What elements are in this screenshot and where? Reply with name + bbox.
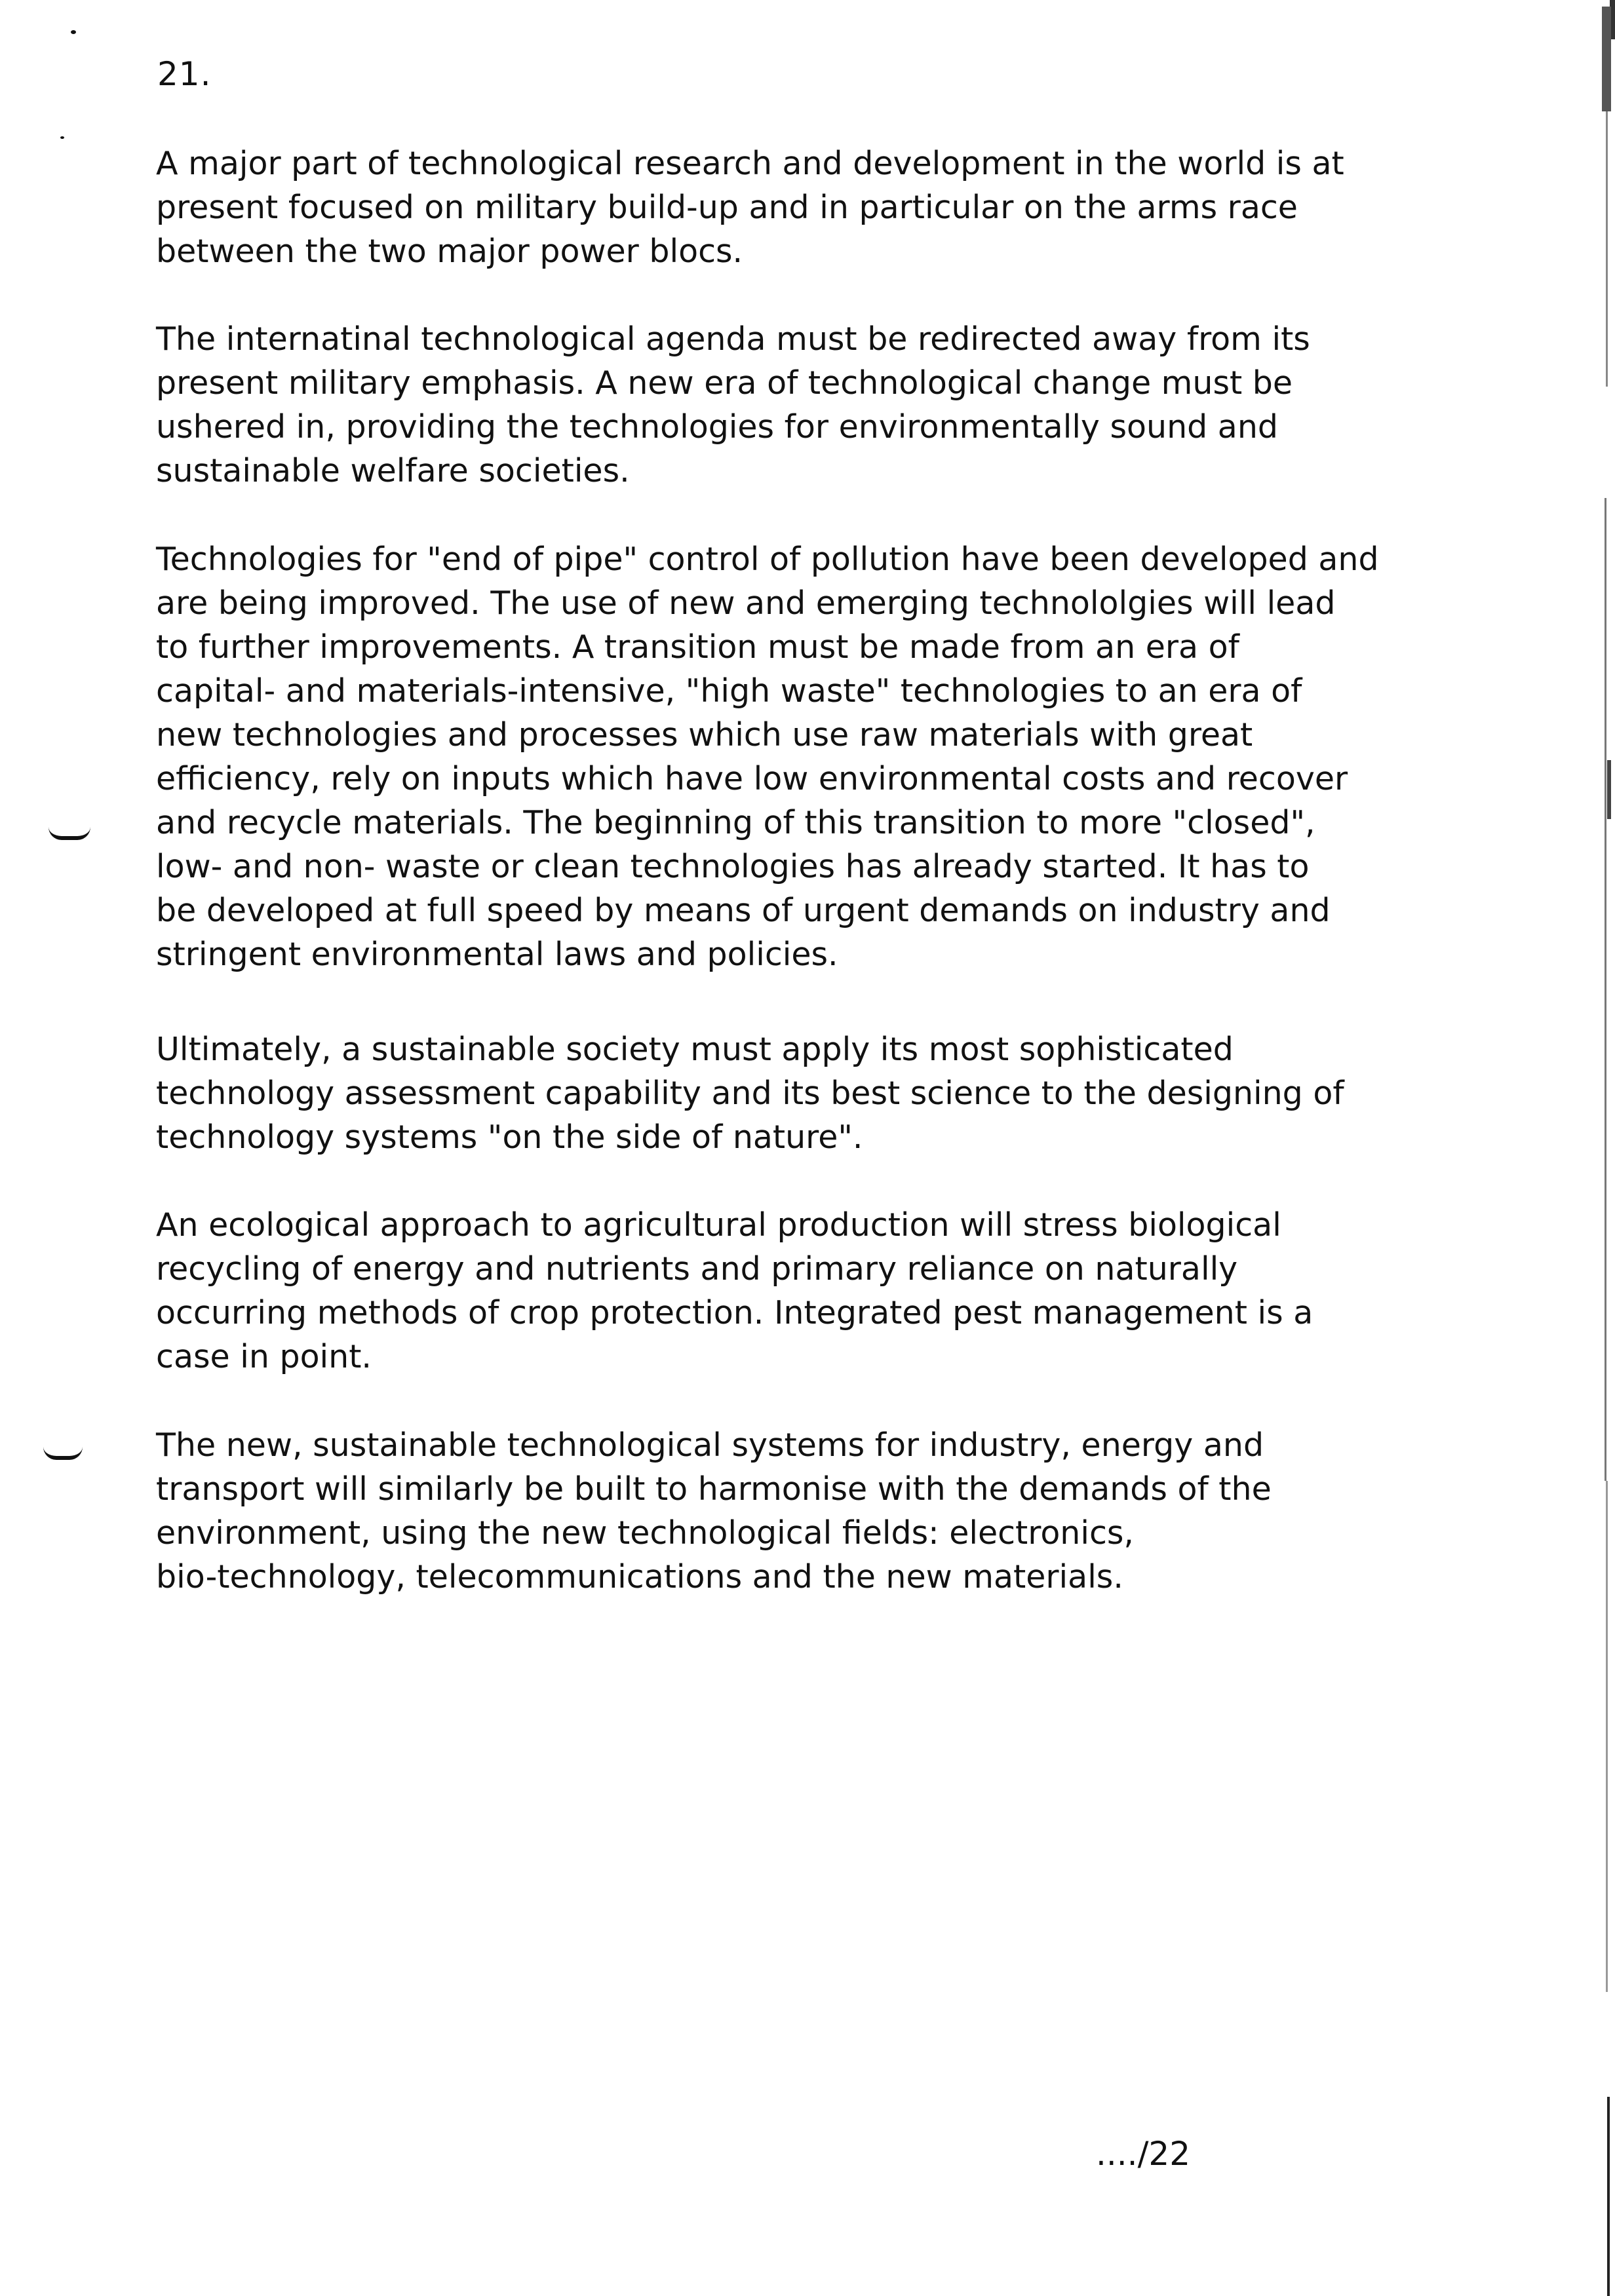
paragraph-line: recycling of energy and nutrients and primary reliance on naturally xyxy=(156,1250,1238,1288)
paragraph-line: stringent environmental laws and policies. xyxy=(156,936,838,973)
paragraph-line: sustainable welfare societies. xyxy=(156,452,630,489)
paragraph-line: new technologies and processes which use raw materials with great xyxy=(156,716,1253,754)
paragraph-line: occurring methods of crop protection. Integrated pest management is a xyxy=(156,1294,1313,1331)
scan-speck xyxy=(60,136,64,139)
paragraph-line: A major part of technological research and development in the world is at xyxy=(156,145,1344,182)
paragraph-line: environment, using the new technological fields: electronics, xyxy=(156,1514,1135,1552)
paragraph-3 xyxy=(156,537,1379,976)
paragraph-line: technology systems "on the side of nature". xyxy=(156,1119,863,1156)
paragraph-line: to further improvements. A transition must be made from an era of xyxy=(156,628,1239,666)
paragraph-6 xyxy=(156,1423,1349,1599)
margin-mark xyxy=(43,1447,83,1460)
paragraph-line: An ecological approach to agricultural production will stress biological xyxy=(156,1206,1281,1244)
paragraph-line: transport will similarly be built to harmonise with the demands of the xyxy=(156,1470,1272,1508)
paragraph-5 xyxy=(156,1203,1349,1379)
paragraph-line: Ultimately, a sustainable society must apply its most sophisticated xyxy=(156,1031,1234,1068)
scanned-page-edge xyxy=(1576,0,1615,2296)
paragraph-line: technology assessment capability and its best science to the designing of xyxy=(156,1075,1344,1112)
margin-mark xyxy=(49,827,90,840)
paragraph-line: be developed at full speed by means of urgent demands on industry and xyxy=(156,892,1331,929)
paragraph-line: low- and non- waste or clean technologies has already started. It has to xyxy=(156,848,1310,885)
paragraph-line: ushered in, providing the technologies for environmentally sound and xyxy=(156,408,1278,446)
paragraph-4 xyxy=(156,1027,1349,1159)
paragraph-line: present focused on military build-up and in particular on the arms race xyxy=(156,189,1298,226)
paragraph-line: Technologies for "end of pipe" control of pollution have been developed and xyxy=(156,541,1379,578)
paragraph-2 xyxy=(156,317,1349,493)
page-number: 21. xyxy=(157,55,212,93)
paragraph-line: The new, sustainable technological systems for industry, energy and xyxy=(156,1426,1264,1464)
paragraph-line: The internatinal technological agenda must be redirected away from its xyxy=(156,320,1310,358)
paragraph-line: are being improved. The use of new and emerging technololgies will lead xyxy=(156,584,1336,622)
scan-speck xyxy=(71,30,76,34)
paragraph-line: between the two major power blocs. xyxy=(156,233,743,270)
paragraph-line: efficiency, rely on inputs which have low environmental costs and recover xyxy=(156,760,1348,797)
paragraph-1 xyxy=(156,142,1349,273)
paragraph-line: present military emphasis. A new era of technological change must be xyxy=(156,364,1293,402)
paragraph-line: case in point. xyxy=(156,1338,372,1375)
continuation-marker: ..../22 xyxy=(1096,2135,1191,2173)
paragraph-line: capital- and materials-intensive, "high waste" technologies to an era of xyxy=(156,672,1302,710)
paragraph-line: bio-technology, telecommunications and the new materials. xyxy=(156,1558,1123,1596)
paragraph-line: and recycle materials. The beginning of this transition to more "closed", xyxy=(156,804,1315,841)
